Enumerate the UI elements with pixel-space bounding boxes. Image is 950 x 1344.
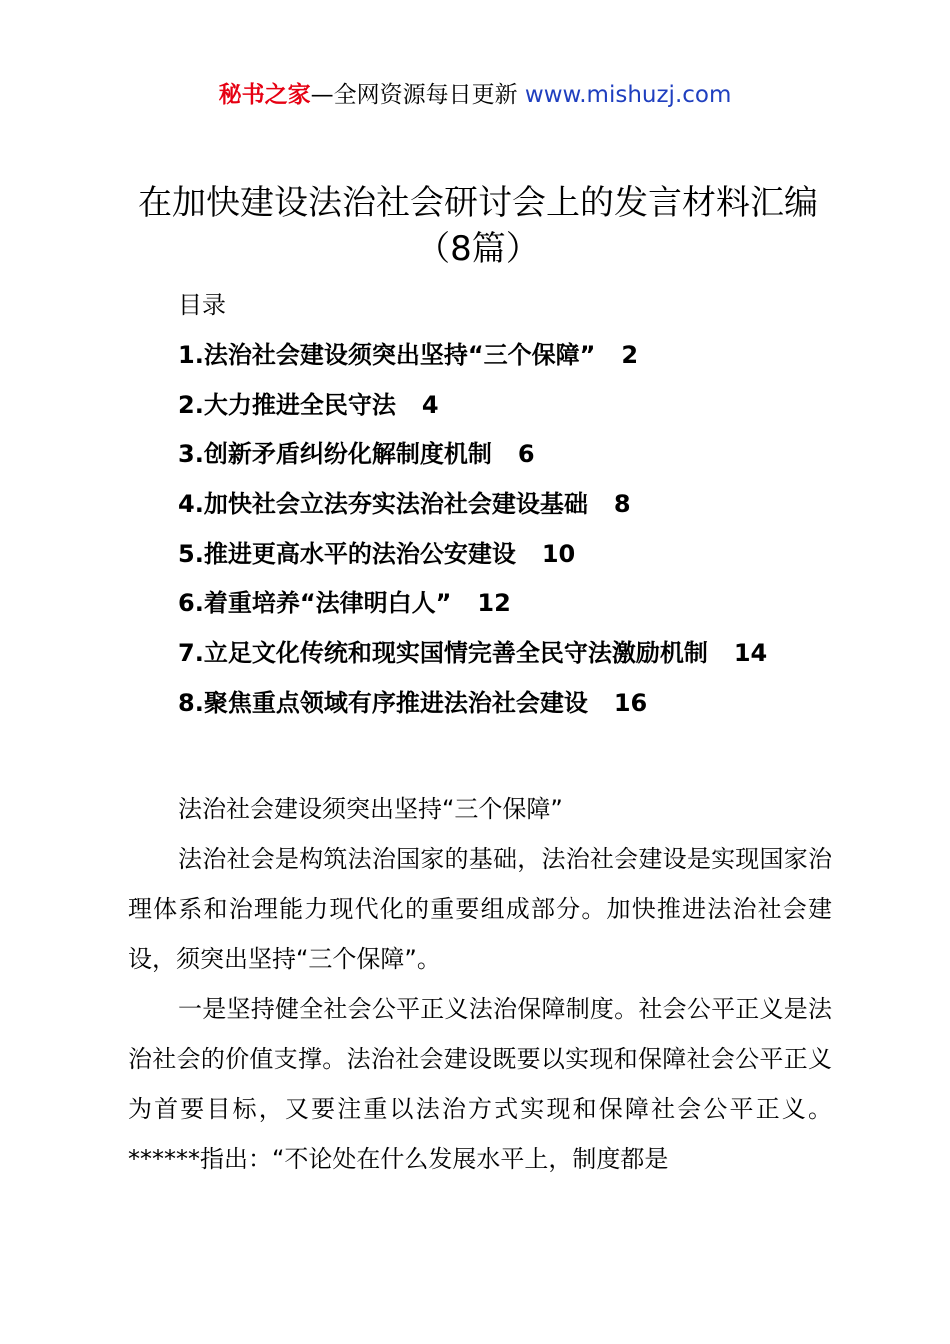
toc-item-label: 8.聚焦重点领域有序推进法治社会建设: [178, 688, 588, 717]
toc-item-page: 6: [517, 440, 535, 469]
toc-item-page: 14: [733, 639, 768, 668]
body-paragraph: 法治社会是构筑法治国家的基础，法治社会建设是实现国家治理体系和治理能力现代化的重要组成部分。加快推进法治社会建设，须突出坚持“三个保障”。: [128, 845, 832, 973]
toc-item[interactable]: [178, 537, 858, 587]
toc-item-page: 4: [421, 390, 439, 419]
toc-item[interactable]: [178, 586, 858, 636]
toc-item-label: 6.着重培养“法律明白人”: [178, 589, 452, 618]
toc-heading: 目录: [178, 291, 226, 319]
toc-item[interactable]: [178, 338, 858, 388]
toc-item-page: 12: [477, 589, 511, 618]
toc-item[interactable]: [178, 636, 858, 686]
document-body: [128, 784, 832, 1184]
toc-item-page: 10: [541, 539, 576, 568]
toc-item-label: 3.创新矛盾纠纷化解制度机制: [178, 440, 492, 469]
section-title: 法治社会建设须突出坚持“三个保障”: [178, 795, 563, 823]
toc-item-label: 7.立足文化传统和现实国情完善全民守法激励机制: [178, 639, 708, 668]
toc-item-label: 4.加快社会立法夯实法治社会建设基础: [178, 490, 588, 519]
toc-item-page: 8: [613, 490, 631, 519]
document-title: 在加快建设法治社会研讨会上的发言材料汇编（8篇）: [138, 183, 818, 269]
header-tagline: —全网资源每日更新: [310, 82, 525, 108]
toc-item[interactable]: [178, 388, 858, 438]
brand-name: 秘书之家: [218, 82, 311, 108]
toc-item-label: 1.法治社会建设须突出坚持“三个保障”: [178, 341, 596, 369]
table-of-contents: [178, 338, 858, 736]
toc-item[interactable]: [178, 487, 858, 537]
toc-item-label: 5.推进更高水平的法治公安建设: [178, 539, 516, 568]
site-link[interactable]: www.mishuzj.com: [524, 82, 732, 108]
toc-item[interactable]: [178, 437, 858, 487]
site-header: [0, 78, 950, 112]
toc-item-page: 2: [621, 341, 639, 369]
body-paragraph: 一是坚持健全社会公平正义法治保障制度。社会公平正义是法治社会的价值支撑。法治社会建设既要以实现和保障社会公平正义为首要目标，又要注重以法治方式实现和保障社会公平正义。******指出：“不论处在什么发展水平上，制度都是: [128, 995, 832, 1173]
toc-item-page: 16: [613, 688, 648, 717]
toc-item-label: 2.大力推进全民守法: [178, 390, 396, 419]
toc-item[interactable]: [178, 686, 858, 736]
